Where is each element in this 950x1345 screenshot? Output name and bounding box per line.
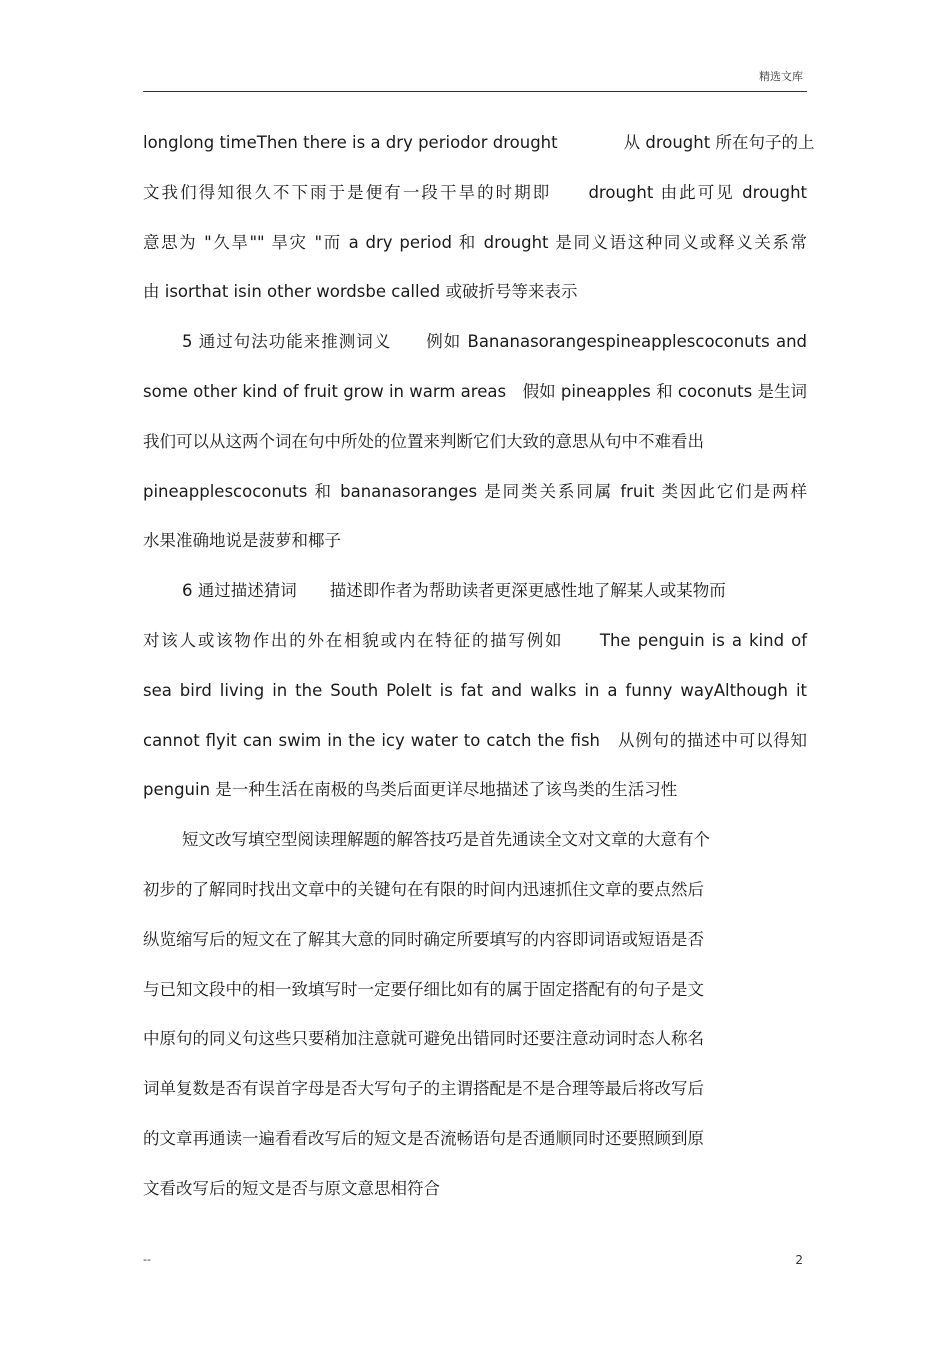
text-line: 水果准确地说是菠萝和椰子 (143, 531, 341, 551)
document-body (143, 130, 815, 1226)
text-line: 对该人或该物作出的外在相貌或内在特征的描写例如 The penguin is a kind of (143, 630, 807, 650)
text-line: 6 通过描述猜词 描述即作者为帮助读者更深更感性地了解某人或某物而 (182, 581, 726, 601)
text-line: 词单复数是否有误首字母是否大写句子的主谓搭配是不是合理等最后将改写后 (143, 1079, 704, 1099)
header-label: 精选文库 (759, 70, 803, 83)
text-line: 纵览缩写后的短文在了解其大意的同时确定所要填写的内容即词语或短语是否 (143, 929, 704, 949)
page-number: 2 (795, 1253, 803, 1267)
text-line: cannot flyit can swim in the icy water to catch the fish 从例句的描述中可以得知 (143, 730, 807, 750)
text-line: 短文改写填空型阅读理解题的解答技巧是首先通读全文对文章的大意有个 (182, 830, 710, 850)
text-line: 的文章再通读一遍看看改写后的短文是否流畅语句是否通顺同时还要照顾到原 (143, 1128, 704, 1148)
text-line: sea bird living in the South PoleIt is fat and walks in a funny wayAlthough it (143, 680, 807, 700)
text-line: 文我们得知很久不下雨于是便有一段干旱的时期即 drought 由此可见 drought (143, 182, 807, 202)
text-line: 我们可以从这两个词在句中所处的位置来判断它们大致的意思从句中不难看出 (143, 431, 704, 451)
text-line: 意思为 "久旱"" 旱灾 "而 a dry period 和 drought 是同义语这种同义或释义关系常 (143, 232, 807, 252)
text-line: pineapplescoconuts 和 bananasoranges 是同类关系同属 fruit 类因此它们是两样 (143, 481, 807, 501)
text-line: 初步的了解同时找出文章中的关键句在有限的时间内迅速抓住文章的要点然后 (143, 879, 704, 899)
text-line: 中原句的同义句这些只要稍加注意就可避免出错同时还要注意动词时态人称名 (143, 1029, 704, 1049)
text-line: 文看改写后的短文是否与原文意思相符合 (143, 1178, 440, 1198)
text-line: penguin 是一种生活在南极的鸟类后面更详尽地描述了该鸟类的生活习性 (143, 780, 678, 800)
text-line: 由 isorthat isin other wordsbe called 或破折号等来表示 (143, 282, 578, 302)
text-line: some other kind of fruit grow in warm areas 假如 pineapples 和 coconuts 是生词 (143, 381, 807, 401)
text-line: 5 通过句法功能来推测词义 例如 Bananasorangespineapplescoconuts and (182, 332, 807, 352)
text-line: 与已知文段中的相一致填写时一定要仔细比如有的属于固定搭配有的句子是文 (143, 979, 704, 999)
text-line: longlong timeThen there is a dry periodor drought 从 drought 所在句子的上 (143, 133, 815, 152)
header-divider (143, 91, 807, 92)
footer-marker: -- (143, 1253, 151, 1266)
